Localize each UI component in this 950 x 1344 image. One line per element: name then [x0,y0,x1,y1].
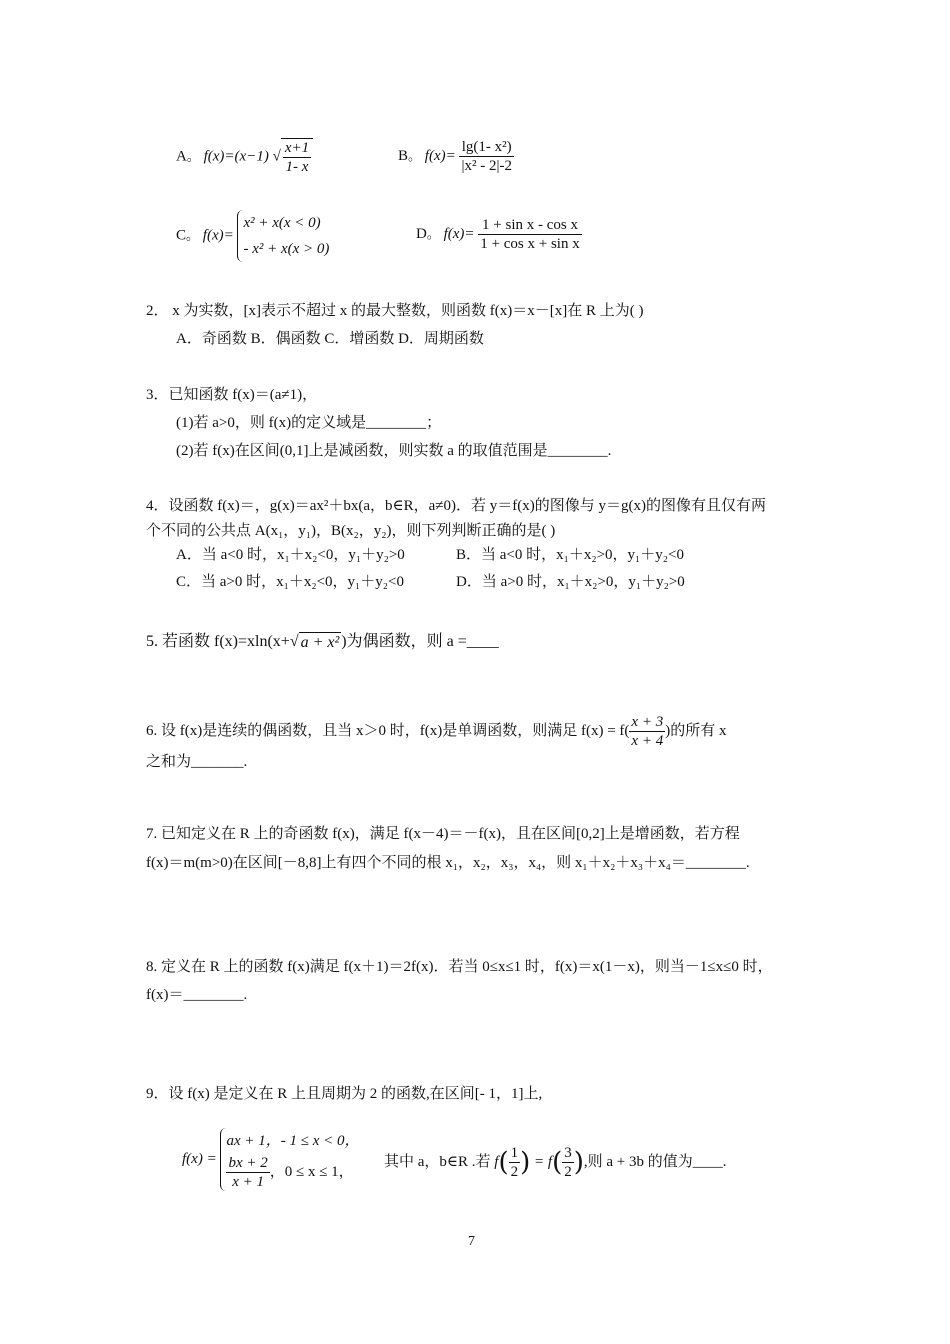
q1-option-b-prefix: f(x)= [424,147,456,164]
q6-numerator: x + 3 [631,714,664,730]
q1-option-d-numerator: 1 + sin x - cos x [478,216,581,235]
q5-line [146,632,499,653]
q2-stem: 2． x 为实数，[x]表示不超过 x 的最大整数，则函数 f(x)＝x－[x]在 R 上为( ) [146,303,644,319]
q1-option-c-case-2: - x² + x(x > 0) [243,241,330,257]
q4-option-a: A．当 a<0 时，x₁＋x₂<0，y₁＋y₂>0 [176,547,405,563]
q9-cond-den-2: 2 [564,1164,572,1180]
q3-stem: 3．已知函数 f(x)＝(a≠1)， [146,387,318,403]
q1-option-c: C。 f(x)= x² + x(x < 0) - x² + x(x > 0) [176,210,329,262]
q9-condition: 其中 a，b∈R .若 f( $\frac{1}{2}$ ) = f( $\frac{3}{2}$ ),则 a + 3b 的值为____. [384,1145,727,1180]
q4-option-b: B．当 a<0 时，x₁＋x₂>0，y₁＋y₂<0 [456,547,684,563]
q9-function-prefix: f(x) = [182,1150,217,1167]
q1-option-d-denominator: 1 + cos x + sin x [480,236,580,252]
q5-answer-blank: ____ [466,633,499,651]
q9-brace [220,1128,359,1191]
q1-option-c-prefix: f(x)= [202,227,234,244]
q9-case-2-numerator: bx + 2 [228,1155,268,1171]
q1-option-a-denominator: 1- x [285,159,309,175]
q4-option-d: D．当 a>0 时，x₁＋x₂>0，y₁＋y₂>0 [456,574,685,590]
q1-option-d: D。 f(x)= $\frac{\text{1 + sin x - cos x}}{\text{1 + cos x + sin x}}$ [416,217,580,252]
q5-sqrt: √ a + x² [289,633,340,651]
q1-option-b: B。 f(x)= $\frac{\text{lg(1- x²)}}{\text{|x² - 2|-2}}$ [398,139,512,174]
q7-line-1: 7. 已知定义在 R 上的奇函数 f(x)，满足 f(x－4)＝－f(x)，且在区间[0,2]上是增函数，若方程 [146,826,740,842]
q9-cond-num-2: 3 [564,1145,572,1161]
q8-line-2: f(x)＝________. [146,987,248,1003]
q6-suffix: )的所有 x [665,722,727,739]
q9-cond-den-1: 2 [510,1164,519,1180]
q8-line-1: 8. 定义在 R 上的函数 f(x)满足 f(x＋1)＝2f(x)．若当 0≤x≤1 时，f(x)＝x(1－x)，则当－1≤x≤0 时， [146,959,773,975]
q1-option-b-denominator: |x² - 2|-2 [461,158,512,174]
q9-case-1: ax + 1，- 1 ≤ x < 0， [226,1133,360,1149]
q1-option-c-label: C [176,227,187,244]
q9-cond-f: f [494,1153,499,1170]
q3-part-2: (2)若 f(x)在区间(0,1]上是减函数，则实数 a 的取值范围是________. [176,443,612,459]
q5-radicand: a + x² [300,634,340,651]
q2-options: A．奇函数 B．偶函数 C．增函数 D．周期函数 [176,331,484,347]
q7-line-2: f(x)＝m(m>0)在区间[－8,8]上有四个不同的根 x₁，x₂，x₃，x₄，则 x₁＋x₂＋x₃＋x₄＝________. [146,855,750,871]
q9-mid-text: 其中 a，b∈R .若 [384,1153,491,1170]
q9-case-2-condition: ，0 ≤ x ≤ 1， [269,1163,354,1180]
q6-prefix: 6. 设 f(x)是连续的偶函数，且当 x＞0 时，f(x)是单调函数，则满足 f(x) = f( [146,722,630,739]
q6-line-1 [146,713,726,750]
q1-option-b-numerator: lg(1- x²) [459,138,514,157]
q1-option-b-label: B [398,147,409,164]
q1-option-c-case-1: x² + x(x < 0) [243,215,321,231]
q1-option-a-prefix: f(x)=(x−1) [203,148,269,165]
q9-tail: ,则 a + 3b 的值为____. [583,1153,727,1170]
q1-option-d-prefix: f(x)= [443,225,475,242]
q9-piecewise [182,1128,359,1191]
q4-stem-line-1: 4．设函数 f(x)＝，g(x)＝ax²＋bx(a，b∈R，a≠0)．若 y＝f(x)的图像与 y＝g(x)的图像有且仅有两 [146,498,767,514]
q3-part-1: (1)若 a>0，则 f(x)的定义域是________； [176,415,442,431]
q1-option-a-label: A [176,148,187,165]
q9-line-1: 9．设 f(x) 是定义在 R 上且周期为 2 的函数,在区间[- 1，1]上, [146,1086,543,1102]
q6-denominator: x + 4 [631,733,664,749]
q1-option-d-label: D [416,225,427,242]
q4-option-c: C．当 a>0 时，x₁＋x₂<0，y₁＋y₂<0 [176,574,404,590]
q4-stem-line-2: 个不同的公共点 A(x₁，y₁)，B(x₂，y₂)，则下列判断正确的是( ) [146,523,556,539]
q9-cond-num-1: 1 [510,1145,519,1161]
q5-suffix: )为偶函数，则 a = [341,633,467,651]
q1-option-a-sqrt: √ $\frac{x+1}{1- x}$ [273,138,314,176]
q9-cond-eq: = f [534,1153,553,1170]
q9-case-2-denominator: x + 1 [232,1174,264,1190]
q1-option-a: A。 f(x)=(x−1) √ $\frac{x+1}{1- x}$ [176,138,313,176]
q1-option-c-brace [237,210,329,262]
page-number: 7 [468,1234,475,1249]
q5-prefix: 5. 若函数 f(x)=xln(x+ [146,633,290,651]
q1-option-a-numerator: x+1 [284,140,310,156]
q6-line-2: 之和为_______. [146,754,248,770]
